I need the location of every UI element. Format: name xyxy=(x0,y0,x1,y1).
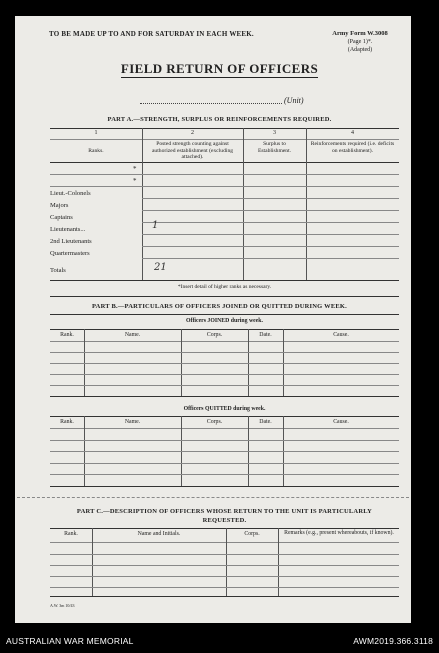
joined-row-rule xyxy=(50,363,399,364)
joined-header-rule xyxy=(50,341,399,342)
part-a-footnote: *Insert detail of higher ranks as necessary. xyxy=(177,284,272,290)
joined-header-rank: Rank. xyxy=(60,332,74,338)
quitted-header-corps: Corps. xyxy=(206,419,223,425)
quitted-header-date: Date. xyxy=(259,419,272,425)
part-c-row-rule xyxy=(50,565,399,566)
part-c-header-rank: Rank. xyxy=(64,531,78,537)
quitted-rule xyxy=(50,416,399,417)
part-c-row-rule xyxy=(50,554,399,555)
perforation-line xyxy=(17,497,409,498)
rank-majors: Majors xyxy=(50,202,69,209)
joined-row-rule xyxy=(50,374,399,375)
part-a-header-rule xyxy=(50,162,399,163)
part-a-row-rule xyxy=(142,198,399,199)
part-a-subhead-rule xyxy=(50,139,399,140)
joined-bottom-rule xyxy=(50,396,399,397)
part-c-header-rule xyxy=(50,542,399,543)
rank-quartermasters: Quartermasters xyxy=(50,250,90,257)
part-c-header-remarks: Remarks (e.g., present whereabouts, if known). xyxy=(284,530,394,536)
col-number-1: 1 xyxy=(94,130,98,136)
col-header-surplus: Surplus to Establishment. xyxy=(257,141,292,154)
part-a-row-rule xyxy=(142,258,399,259)
joined-rule xyxy=(50,329,399,330)
part-a-bottom-rule xyxy=(50,280,399,281)
part-a-row-rule xyxy=(50,174,399,175)
totals-label: Totals xyxy=(50,267,66,274)
part-b-title: PART B.—PARTICULARS OF OFFICERS JOINED OR QUITTED DURING WEEK. xyxy=(91,303,347,310)
quitted-header-rank: Rank. xyxy=(60,419,74,425)
col-header-ranks: Ranks. xyxy=(88,148,104,154)
quitted-bottom-rule xyxy=(50,486,399,487)
col-number-2: 2 xyxy=(191,130,194,136)
quitted-row-rule xyxy=(50,463,399,464)
part-c-header-name: Name and Initials. xyxy=(137,531,181,537)
part-a-title: PART A.—STRENGTH, SURPLUS OR REINFORCEMENTS REQUIRED. xyxy=(107,116,332,123)
part-c-row-rule xyxy=(50,576,399,577)
quitted-title: Officers QUITTED during week. xyxy=(183,406,266,412)
handwritten-lieutenants: 1 xyxy=(152,220,159,231)
part-c-top-rule xyxy=(50,528,399,529)
footer-institution: AUSTRALIAN WAR MEMORIAL xyxy=(6,636,134,646)
part-a-top-rule xyxy=(50,128,399,129)
handwritten-totals: 21 xyxy=(154,262,167,273)
header-instruction: TO BE MADE UP TO AND FOR SATURDAY IN EACH WEEK. xyxy=(49,30,254,38)
col-number-3: 3 xyxy=(273,130,276,136)
rank-2nd-lieutenants: 2nd Lieutenants xyxy=(50,238,92,245)
joined-header-cause: Cause. xyxy=(333,332,349,338)
part-c-col-divider xyxy=(226,528,227,596)
footer-accession-number: AWM2019.366.3118 xyxy=(353,636,433,646)
unit-line xyxy=(140,103,282,104)
form-number-block xyxy=(330,30,390,54)
part-c-row-rule xyxy=(50,587,399,588)
unit-label: (Unit) xyxy=(284,96,304,105)
rank-lieutenants: Lieutenants... xyxy=(50,226,86,233)
part-c-header-corps: Corps. xyxy=(244,531,260,537)
part-a-row-rule xyxy=(142,234,399,235)
quitted-row-rule xyxy=(50,440,399,441)
part-b-top-rule xyxy=(50,314,399,315)
rank-lieut-colonels: Lieut.-Colonels xyxy=(50,190,91,197)
form-number: Army Form W.3008 xyxy=(332,30,388,37)
col-header-posted-strength: Posted strength counting against authorized establishment (excluding attached). xyxy=(151,141,234,160)
part-a-row-rule xyxy=(50,186,399,187)
col-number-4: 4 xyxy=(351,130,354,136)
quitted-row-rule xyxy=(50,451,399,452)
part-c-bottom-rule xyxy=(50,596,399,597)
page-title: FIELD RETURN OF OFFICERS xyxy=(120,61,319,76)
joined-row-rule xyxy=(50,385,399,386)
quitted-header-cause: Cause. xyxy=(333,419,349,425)
form-adapted: (Adapted) xyxy=(347,47,373,53)
part-a-row-rule xyxy=(142,222,399,223)
section-divider xyxy=(50,296,399,297)
joined-header-date: Date. xyxy=(259,332,272,338)
part-a-row-rule xyxy=(142,246,399,247)
star-mark: * xyxy=(133,177,137,185)
rank-captains: Captains xyxy=(50,214,73,221)
form-page: (Page 1)*. xyxy=(347,39,373,45)
col-header-reinforcements: Reinforcements required (i.e. deficits on establishment). xyxy=(310,141,395,154)
print-code: A.W. 3m 10/43 xyxy=(50,603,75,608)
joined-row-rule xyxy=(50,352,399,353)
joined-header-corps: Corps. xyxy=(206,332,223,338)
quitted-row-rule xyxy=(50,474,399,475)
joined-title: Officers JOINED during week. xyxy=(186,318,263,324)
part-a-row-rule xyxy=(142,210,399,211)
part-c-title: PART C.—DESCRIPTION OF OFFICERS WHOSE RETURN TO THE UNIT IS PARTICULARLY REQUESTED. xyxy=(76,508,373,524)
quitted-header-rule xyxy=(50,428,399,429)
star-mark: * xyxy=(133,165,137,173)
part-c-col-divider xyxy=(92,528,93,596)
part-c-col-divider xyxy=(278,528,279,596)
quitted-header-name: Name. xyxy=(124,419,141,425)
joined-header-name: Name. xyxy=(124,332,141,338)
